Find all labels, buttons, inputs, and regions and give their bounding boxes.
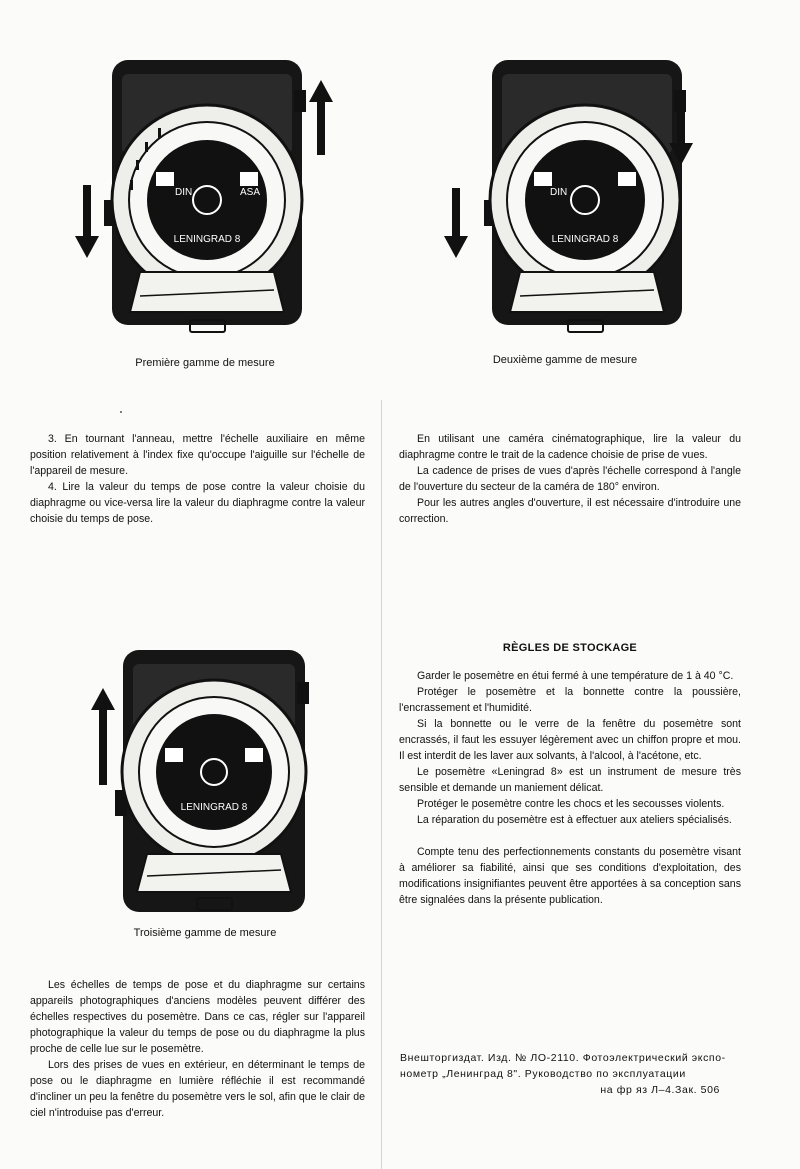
light-meter-illustration [104,60,306,332]
publisher-imprint [400,1050,742,1098]
paragraph: La réparation du posemètre est à effectuer aux ateliers spécialisés. [417,814,732,826]
paragraph: Les échelles de temps de pose et du diaphragme sur certains appareils photographiques d'anciens modèles peuvent différer des échelles respectives du posemètre. Dans ce cas, régler sur l'appareil photographique la valeur du temps de pose ou du diaphragme la plus proche de celle lue sur le posemètre. [30,979,365,1055]
instructions-steps-3-4 [30,431,365,527]
paragraph: Protéger le posemètre contre les chocs et les secousses violents. [417,798,725,810]
din-label: DIN [550,187,568,198]
paragraph: Pour les autres angles d'ouverture, il est nécessaire d'introduire une correction. [399,497,741,525]
imprint-line-2: нометр „Ленинград 8". Руководство по эксплуатации [400,1068,686,1080]
paragraph: Le posemètre «Leningrad 8» est un instrument de mesure très sensible et demande un maniement délicat. [399,766,741,794]
exposure-meter-figure-1 [70,50,345,340]
figure-caption-1: Première gamme de mesure [135,357,275,369]
light-meter-illustration [484,60,686,332]
light-meter-illustration [115,650,309,912]
brand-label: LENINGRAD 8 [180,802,248,813]
paragraph: Lors des prises de vues en extérieur, en déterminant le temps de pose ou le diaphragme en lumière réfléchie il est recommandé d'incliner un peu la fenêtre du posemètre vers le sol, afin que le clair de ciel n'introduise pas d'erreur. [30,1059,365,1119]
imprint-line-3: на фр яз Л–4.Зак. 506 [600,1084,720,1096]
arrow-up-icon [91,688,115,785]
storage-rules-body [399,668,741,908]
din-label: DIN [175,187,193,198]
paragraph: Protéger le posemètre et la bonnette contre la poussière, l'encrassement et l'humidité. [399,686,741,714]
exposure-meter-figure-3 [85,640,325,920]
arrow-up-icon [309,80,333,155]
paragraph: 3. En tournant l'anneau, mettre l'échelle auxiliaire en même position relativement à l'index fixe qu'occupe l'aiguille sur l'échelle de l'appareil de mesure. [30,433,365,477]
paragraph: La cadence de prises de vues d'après l'échelle correspond à l'angle de l'ouverture du secteur de la caméra de 180° environ. [399,465,741,493]
design-change-notice: Compte tenu des perfectionnements constants du posemètre visant à améliorer sa fiabilité, ainsi que ses conditions d'exploitation, des modifications insignifiantes peuvent être apportées à sa conception sans être signalées dans la présente publication. [399,846,741,906]
arrow-down-icon [444,188,468,258]
exposure-meter-figure-2 [430,50,705,340]
print-speck [120,411,122,413]
paragraph: En utilisant une caméra cinématographique, lire la valeur du diaphragme contre le trait de la cadence choisie de prise de vues. [399,433,741,461]
storage-rules-heading: RÈGLES DE STOCKAGE [502,642,638,654]
camera-scale-notes [30,977,365,1121]
paragraph: Garder le posemètre en étui fermé à une température de 1 à 40 °C. [417,670,734,682]
brand-label: LENINGRAD 8 [551,234,619,245]
page-fold-line [381,400,382,1169]
imprint-line-1: Внешторгиздат. Изд. № ЛО-2110. Фотоэлектрический экспо- [400,1052,726,1064]
paragraph: 4. Lire la valeur du temps de pose contre la valeur choisie du diaphragme ou vice-versa lire la valeur du diaphragme contre la valeur choisie du temps de pose. [30,481,365,525]
brand-label: LENINGRAD 8 [173,234,241,245]
figure-caption-2: Deuxième gamme de mesure [492,354,638,366]
figure-caption-3: Troisième gamme de mesure [133,927,277,939]
arrow-down-icon [75,185,99,258]
paragraph: Si la bonnette ou le verre de la fenêtre du posemètre sont encrassés, il faut les essuyer légèrement avec un chiffon propre et mou. Il est interdit de les laver aux solvants, à l'alcool, à l'acétone, etc. [399,718,741,762]
asa-label: ASA [240,187,261,198]
cine-camera-instructions [399,431,741,527]
